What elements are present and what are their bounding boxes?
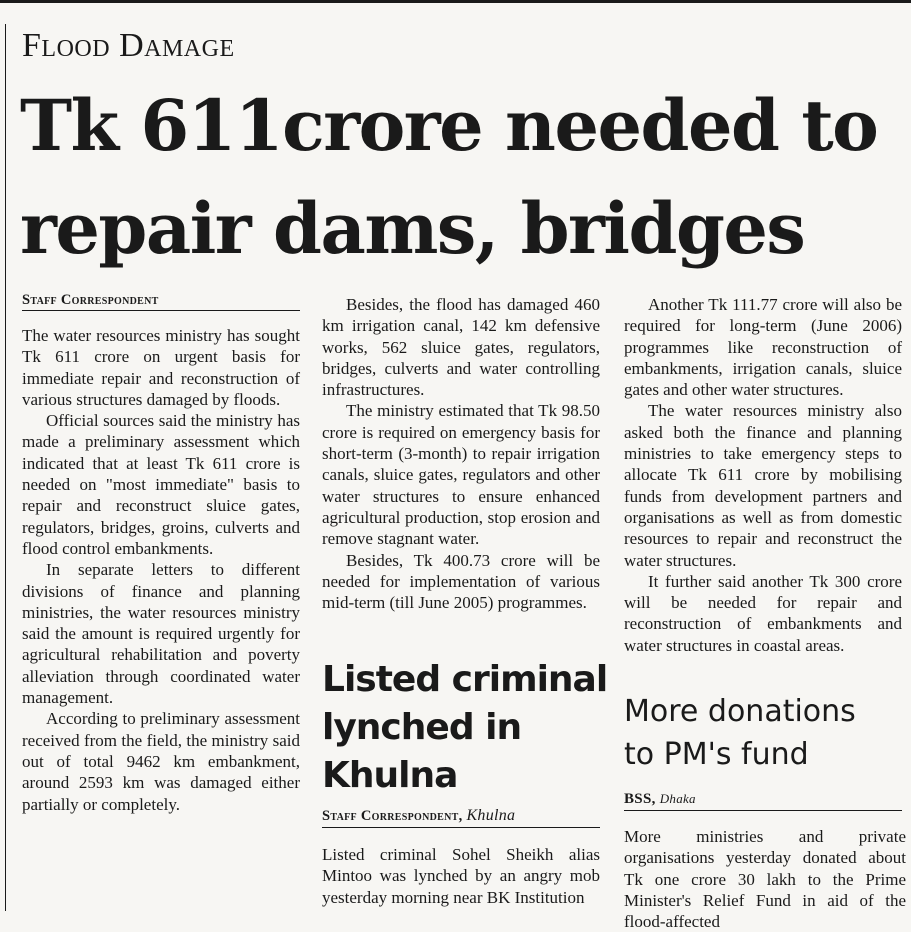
paragraph: The water resources ministry also asked both the finance and planning ministries to take emergency steps to allocate Tk 611 crore by mobilising funds from development partners and organisations as well as from domestic resources to repair and reconstruct the water structures. <box>624 401 902 570</box>
story2-byline <box>322 805 600 828</box>
story2-byline-location: Khulna <box>466 807 516 824</box>
top-rule <box>0 0 911 3</box>
paragraph: It further said another Tk 300 crore will be needed for repair and reconstruction of embankments and water structures in coastal areas. <box>624 571 902 655</box>
paragraph: Official sources said the ministry has made a preliminary assessment which indicated that at least Tk 611 crore is needed on "most immediate" basis to repair and reconstruct sluice gates, regulators, bridges, groins, culverts and flood control embankments. <box>22 411 300 558</box>
paragraph: Besides, the flood has damaged 460 km irrigation canal, 142 km defensive works, 562 sluice gates, regulators, bridges, culverts and water controlling infrastructures. <box>322 295 600 400</box>
story2-headline <box>322 656 612 800</box>
paragraph: According to preliminary assessment received from the field, the ministry said out of total 9462 km embankment, around 2593 km was damaged either partially or completely. <box>22 709 300 814</box>
paragraph: The ministry estimated that Tk 98.50 crore is required on emergency basis for short-term (3-month) to repair irrigation canals, sluice gates, regulators and other water structures to ensure enhanced agricultural production, stop erosion and remove stagnant water. <box>322 401 600 549</box>
story2-headline-line-1: Listed criminal <box>322 659 608 700</box>
story3-byline <box>624 788 902 811</box>
paragraph: More ministries and private organisations yesterday donated about Tk one crore 30 lakh to the Prime Minister's Relief Fund in aid of the flood-affected <box>624 827 906 932</box>
main-headline <box>20 74 910 280</box>
headline-line-2: repair dams, bridges <box>20 187 805 270</box>
story2-headline-line-2: lynched in <box>322 707 522 748</box>
paragraph: Another Tk 111.77 crore will also be required for long-term (June 2006) programmes like reconstruction of embankments, irrigation canals, sluice gates and other water structures. <box>624 295 902 400</box>
paragraph: Listed criminal Sohel Sheikh alias Mintoo was lynched by an angry mob yesterday morning near BK Institution <box>322 845 600 907</box>
paragraph: In separate letters to different divisions of finance and planning ministries, the water resources ministry said the amount is required urgently for agricultural rehabilitation and poverty alleviation through coordinated water management. <box>22 560 300 708</box>
story2-byline-name: Staff Correspondent, <box>322 808 463 824</box>
article-column-1 <box>22 290 300 815</box>
paragraph: Besides, Tk 400.73 crore will be needed for implementation of various mid-term (till June 2005) programmes. <box>322 550 600 613</box>
story2-body <box>322 844 600 908</box>
left-column-rule <box>5 24 6 911</box>
story3-headline-line-1: More donations <box>624 694 856 729</box>
main-byline: Staff Correspondent <box>22 290 300 311</box>
story3-headline <box>624 690 904 776</box>
story3-headline-line-2: to PM's fund <box>624 737 809 772</box>
article-column-3 <box>624 294 902 656</box>
story3-byline-name: BSS, <box>624 791 656 807</box>
headline-line-1: Tk 611crore needed to <box>20 84 878 167</box>
story3-byline-location: Dhaka <box>659 791 696 806</box>
paragraph: The water resources ministry has sought Tk 611 crore on urgent basis for immediate repair and reconstruction of various structures damaged by floods. <box>22 326 300 409</box>
story2-headline-line-3: Khulna <box>322 755 458 796</box>
section-kicker: Flood Damage <box>22 27 235 64</box>
story3-body <box>624 826 906 932</box>
article-column-2 <box>322 294 600 613</box>
